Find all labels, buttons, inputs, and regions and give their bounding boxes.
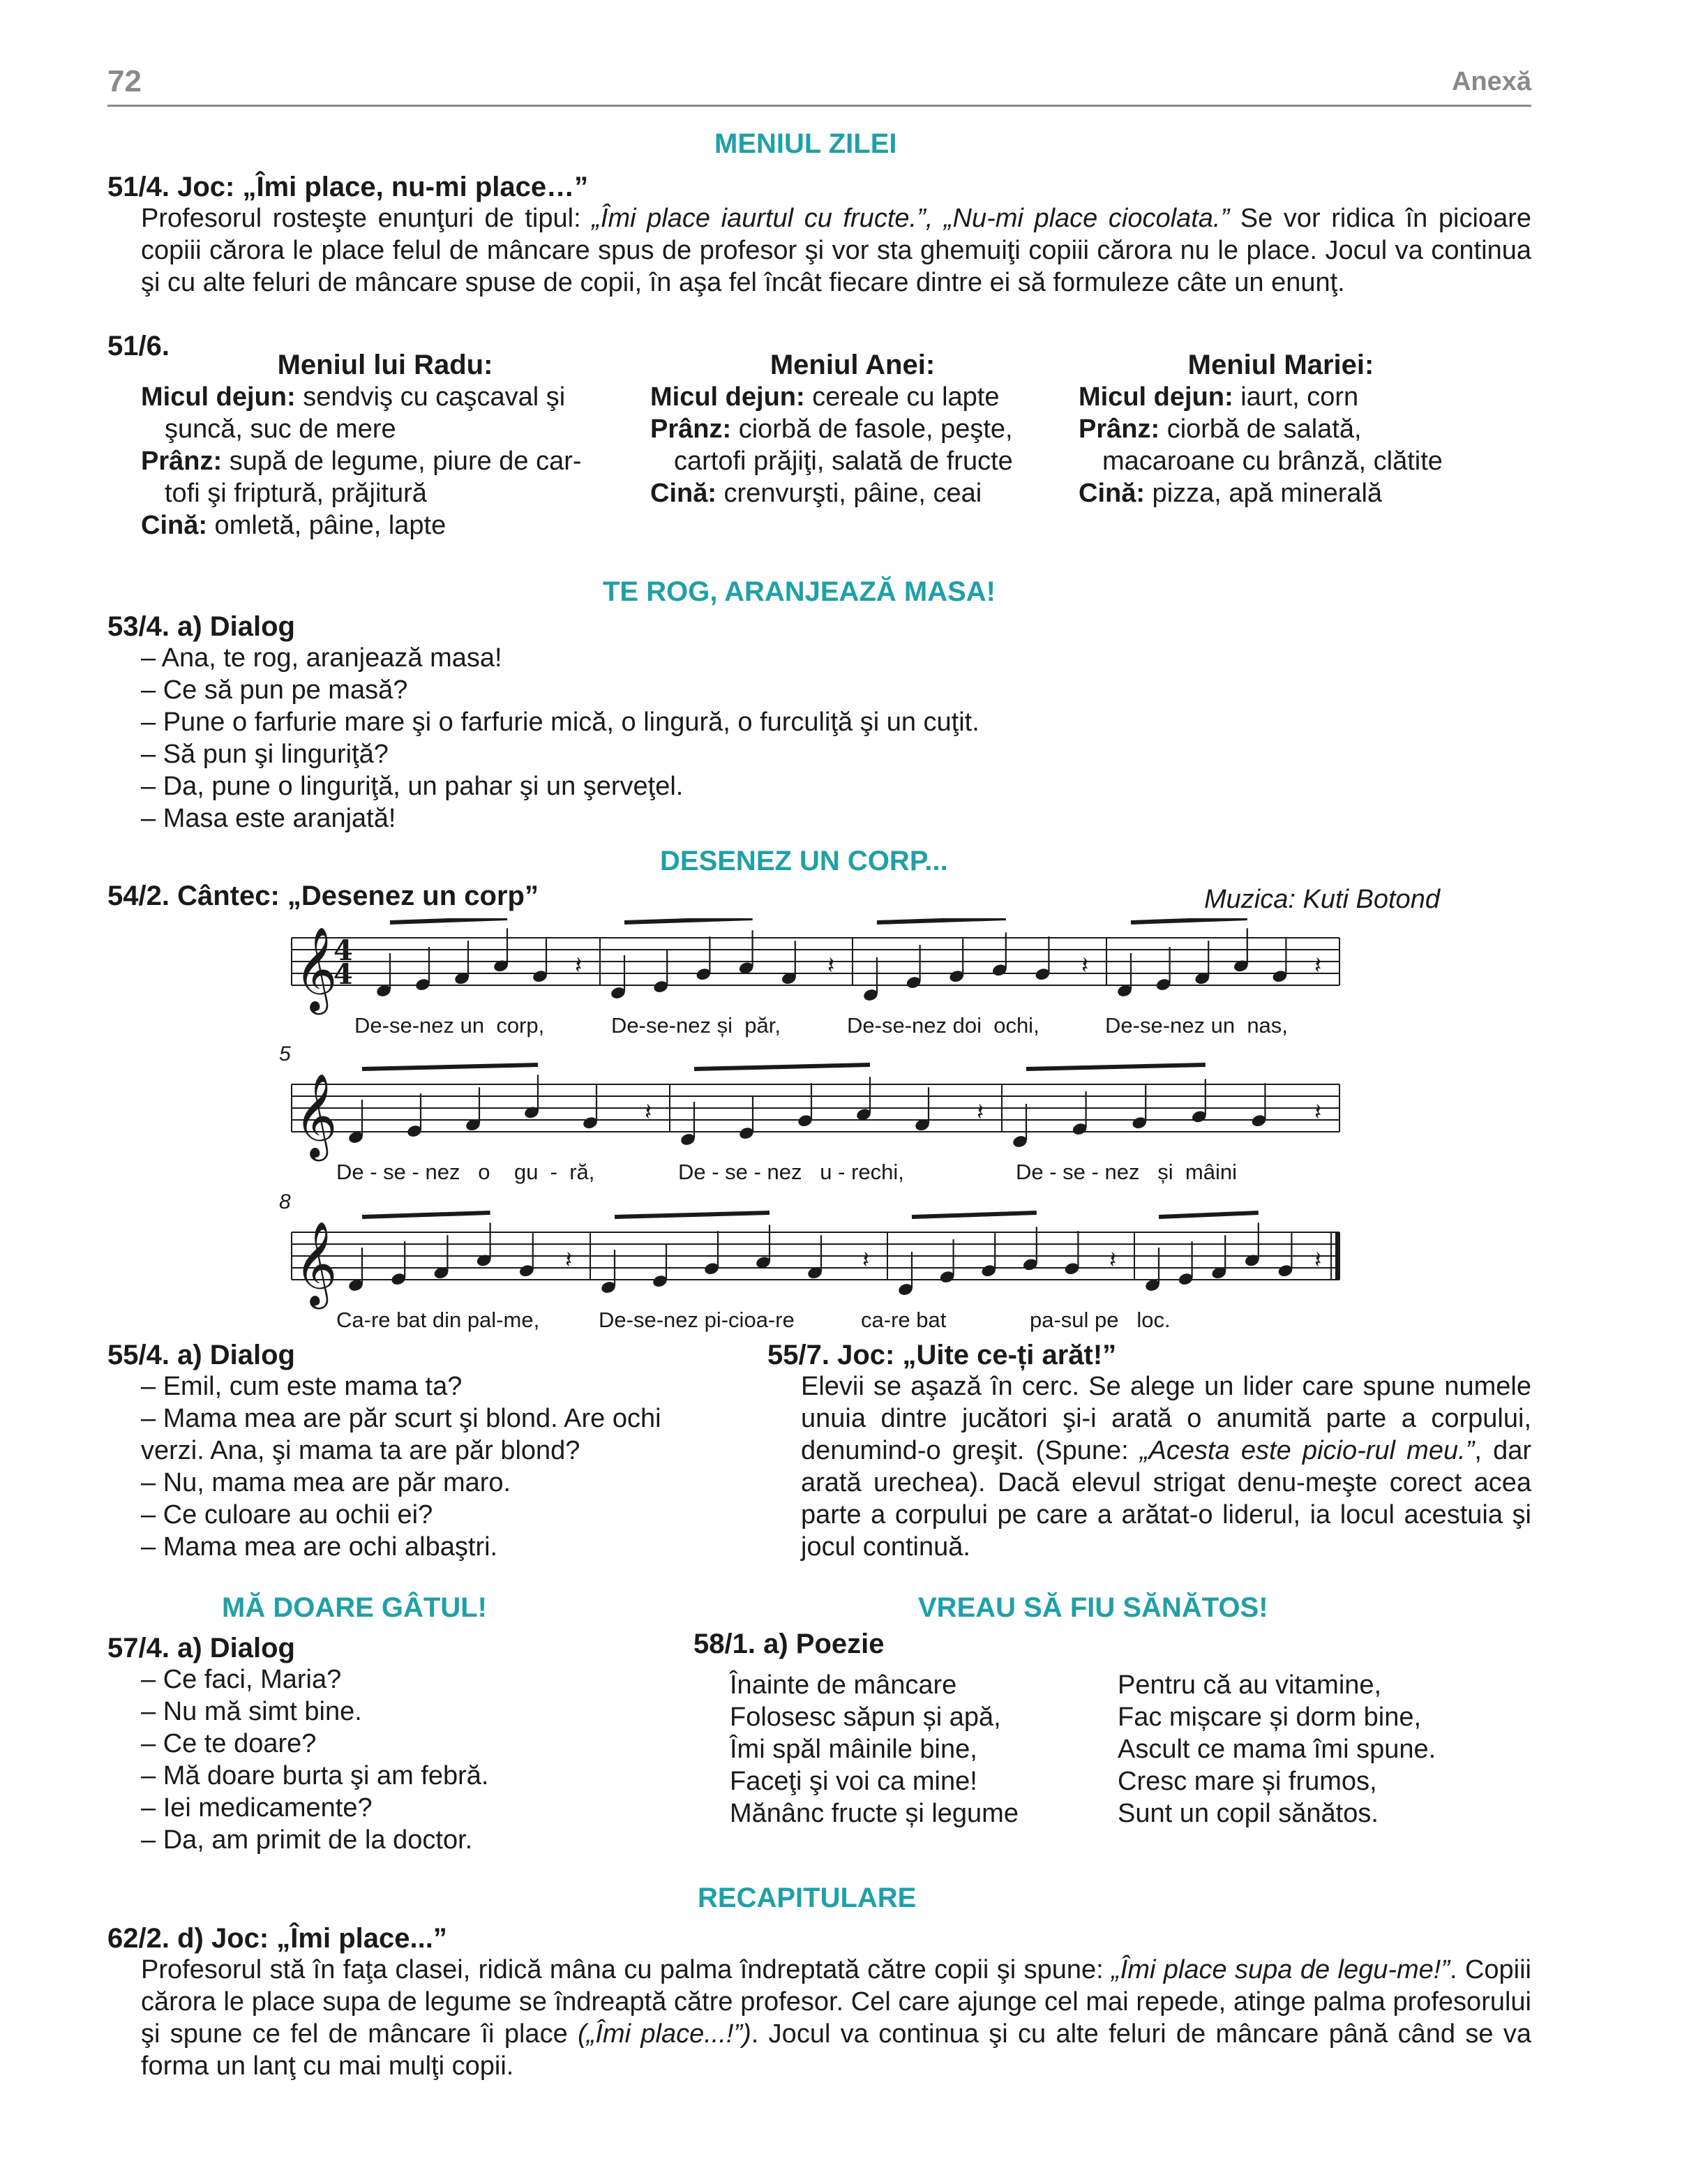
note-beam: [624, 918, 753, 922]
dialog-55-4: [141, 1370, 661, 1563]
lyric-text: Ca-re bat din pal-me,: [336, 1308, 540, 1332]
meal-text: şuncă, suc de mere: [165, 414, 396, 444]
music-score-svg: [279, 918, 1353, 1337]
menu-radu: [141, 349, 629, 541]
note-beam: [877, 918, 1006, 922]
note-beam: [912, 1213, 1037, 1217]
rest-icon: 𝄽: [1314, 1098, 1322, 1126]
dialog-53-4: [141, 642, 979, 835]
section-title-te-rog: TE ROG, ARANJEAZĂ MASA!: [603, 576, 996, 607]
menu-lines: [141, 381, 629, 541]
poem-line: Îmi spăl mâinile bine,: [730, 1735, 977, 1764]
poem-line: Pentru că au vitamine,: [1118, 1670, 1382, 1700]
treble-clef-icon: 𝄞: [294, 926, 338, 1011]
measure-number: 5: [279, 1042, 291, 1065]
meal-text: tofi şi friptură, prăjitură: [165, 479, 427, 508]
poem-column-2: [1118, 1669, 1436, 1830]
time-signature-top: 4: [333, 934, 353, 967]
menu-line: [141, 509, 629, 541]
treble-clef-icon: 𝄞: [294, 1072, 338, 1158]
poem-line: Ascult ce mama îmi spune.: [1118, 1735, 1436, 1764]
dialog-line: – Emil, cum este mama ta?: [141, 1372, 463, 1401]
rest-icon: 𝄽: [565, 1246, 573, 1274]
menu-ana: [650, 349, 1069, 509]
menu-lines: [1079, 381, 1525, 509]
rest-icon: 𝄽: [1314, 1246, 1322, 1274]
poem-column-1: [730, 1669, 1019, 1830]
menu-title: Meniul lui Radu:: [277, 350, 493, 380]
header-divider: [107, 105, 1531, 107]
meal-label: Micul dejun:: [1079, 382, 1233, 412]
poem-line: Folosesc săpun și apă,: [730, 1703, 1001, 1732]
exercise-heading-58-1: 58/1. a) Poezie: [693, 1629, 885, 1659]
meal-label: Prânz:: [650, 414, 732, 444]
note-beam: [615, 1213, 770, 1217]
dialog-line: – Ce să pun pe masă?: [141, 675, 408, 705]
menu-line: [1079, 381, 1525, 413]
note-beam: [362, 1065, 538, 1069]
meal-text: pizza, apă minerală: [1145, 479, 1383, 508]
meal-text: supă de legume, piure de car-: [222, 447, 582, 476]
meal-label: Prânz:: [141, 447, 223, 476]
poem-line: Cresc mare și frumos,: [1118, 1767, 1377, 1796]
exercise-heading-57-4: 57/4. a) Dialog: [107, 1633, 295, 1663]
lyric-text: De-se-nez un nas,: [1105, 1013, 1288, 1038]
dialog-line: – Pune o farfurie mare şi o farfurie mică, o lingură, o furculiţă şi un cuţit.: [141, 708, 979, 737]
menu-lines: [650, 381, 1069, 509]
exercise-heading-55-4: 55/4. a) Dialog: [107, 1340, 295, 1370]
dialog-line: – Mama mea are ochi albaştri.: [141, 1532, 498, 1562]
lyric-text: De-se-nez un corp,: [354, 1013, 545, 1038]
rest-icon: 𝄽: [645, 1098, 652, 1126]
dialog-line: verzi. Ana, şi mama ta are păr blond?: [141, 1436, 580, 1465]
section-title-ma-doare: MĂ DOARE GÂTUL!: [222, 1592, 487, 1623]
dialog-line: – Nu, mama mea are păr maro.: [141, 1468, 511, 1497]
dialog-57-4: [141, 1663, 488, 1856]
menu-line: [141, 445, 629, 477]
lyric-text: De-se-nez doi ochi,: [847, 1013, 1039, 1038]
lyric-text: pa-sul pe loc.: [1030, 1308, 1171, 1332]
rest-icon: 𝄽: [1314, 952, 1322, 980]
section-title-recapitulare: RECAPITULARE: [698, 1883, 917, 1913]
section-title-desenez: DESENEZ UN CORP...: [660, 846, 948, 876]
exercise-heading-55-7: 55/7. Joc: „Uite ce-ți arăt!”: [767, 1340, 1117, 1370]
menu-maria: [1079, 349, 1525, 509]
meal-text: cartofi prăjiţi, salată de fructe: [674, 447, 1013, 476]
poem-line: Sunt un copil sănătos.: [1118, 1799, 1379, 1828]
music-score: [279, 918, 1353, 1337]
meal-label: Micul dejun:: [141, 382, 296, 412]
exercise-text-55-7: Elevii se aşază în cerc. Se alege un lider care spune numele unuia dintre jucători şi-i arată o anumită parte a corpului, denumind-o greşit. (Spune: „Acesta este picio-rul meu.”, dar arată urechea). Dacă elevul strigat denu-meşte corect acea parte a corpului pe care a arătat-o liderul, ia locul acestuia şi jocul continuă.: [801, 1372, 1531, 1562]
meal-text: crenvurşti, pâine, ceai: [716, 479, 982, 508]
note-beam: [1026, 1065, 1206, 1069]
menu-line: [650, 413, 1069, 445]
dialog-line: – Mama mea are păr scurt şi blond. Are ochi: [141, 1404, 661, 1433]
note-beam: [1131, 918, 1247, 922]
poem-line: Înainte de mâncare: [730, 1670, 957, 1700]
section-title-meniul-zilei: MENIUL ZILEI: [714, 128, 897, 159]
lyric-text: De-se-nez pi-cioa-re: [599, 1308, 795, 1332]
meal-text: macaroane cu brânză, clătite: [1102, 447, 1443, 476]
dialog-line: – Iei medicamente?: [141, 1793, 373, 1823]
dialog-line: – Ana, te rog, aranjează masa!: [141, 643, 502, 673]
dialog-line: – Ce te doare?: [141, 1729, 317, 1758]
menu-line: [141, 477, 629, 509]
menu-line: [650, 445, 1069, 477]
meal-text: iaurt, corn: [1233, 382, 1359, 412]
dialog-line: – Da, pune o linguriţă, un pahar şi un şerveţel.: [141, 772, 684, 801]
time-signature-bottom: 4: [333, 958, 353, 991]
measure-number: 8: [279, 1190, 291, 1213]
note-beam: [362, 1213, 490, 1217]
menu-title: Meniul Anei:: [770, 350, 936, 380]
meal-text: cereale cu lapte: [804, 382, 1000, 412]
note-beam: [694, 1065, 870, 1069]
section-title-vreau: VREAU SĂ FIU SĂNĂTOS!: [918, 1592, 1268, 1623]
rest-icon: 𝄽: [1081, 952, 1089, 980]
music-credit: Muzica: Kuti Botond: [1204, 885, 1440, 914]
dialog-line: – Da, am primit de la doctor.: [141, 1825, 473, 1855]
meal-label: Prânz:: [1079, 414, 1160, 444]
poem-line: Mănânc fructe și legume: [730, 1799, 1019, 1828]
lyric-text: De - se - nez o gu - ră,: [336, 1160, 595, 1184]
menu-line: [650, 477, 1069, 509]
dialog-line: – Ce culoare au ochii ei?: [141, 1500, 433, 1529]
exercise-text-51-4: Profesorul rosteşte enunţuri de tipul: „Îmi place iaurtul cu fructe.”, „Nu-mi place ciocolata.” Se vor ridica în picioare copiii cărora le place felul de mâncare spus de profesor şi vor sta ghemuiţi copiii cărora nu le place. Jocul va continua şi cu alte feluri de mâncare spuse de copii, în aşa fel încât fiecare dintre ei să formuleze câte un enunţ.: [141, 204, 1531, 297]
poem-line: Faceţi şi voi ca mine!: [730, 1767, 977, 1796]
exercise-heading-62-2: 62/2. d) Joc: „Îmi place...”: [107, 1923, 447, 1954]
poem-line: Fac mișcare și dorm bine,: [1118, 1703, 1422, 1732]
menu-title: Meniul Mariei:: [1187, 350, 1374, 380]
menu-line: [141, 413, 629, 445]
dialog-line: – Nu mă simt bine.: [141, 1697, 362, 1726]
dialog-line: – Mă doare burta şi am febră.: [141, 1761, 489, 1790]
meal-label: Cină:: [650, 479, 716, 508]
meal-text: sendviş cu caşcaval şi: [295, 382, 566, 412]
dialog-line: – Să pun şi linguriţă?: [141, 740, 389, 769]
final-barline: [1335, 1232, 1340, 1280]
rest-icon: 𝄽: [1109, 1246, 1117, 1274]
menu-line: [1079, 413, 1525, 445]
lyric-text: De-se-nez și păr,: [611, 1013, 781, 1038]
exercise-heading-54-2: 54/2. Cântec: „Desenez un corp”: [107, 881, 539, 911]
meal-text: omletă, pâine, lapte: [207, 511, 446, 540]
menu-line: [141, 381, 629, 413]
lyric-text: De - se - nez și mâini: [1016, 1160, 1237, 1184]
rest-icon: 𝄽: [827, 952, 835, 980]
page-section-label: Anexă: [1451, 67, 1531, 96]
rest-icon: 𝄽: [575, 952, 583, 980]
lyric-text: ca-re bat: [861, 1308, 947, 1332]
meal-label: Cină:: [141, 511, 207, 540]
meal-text: ciorbă de fasole, peşte,: [731, 414, 1013, 444]
rest-icon: 𝄽: [862, 1246, 870, 1274]
note-beam: [1159, 1213, 1259, 1217]
dialog-line: – Ce faci, Maria?: [141, 1665, 342, 1694]
lyric-text: De - se - nez u - rechi,: [678, 1160, 904, 1184]
page-number: 72: [107, 64, 142, 98]
rest-icon: 𝄽: [977, 1098, 984, 1126]
meal-label: Micul dejun:: [650, 382, 805, 412]
meal-text: ciorbă de salată,: [1159, 414, 1362, 444]
exercise-heading-51-6: 51/6.: [107, 331, 170, 361]
exercise-heading-51-4: 51/4. Joc: „Îmi place, nu-mi place…”: [107, 172, 589, 202]
note-beam: [390, 918, 507, 922]
exercise-text-62-2: Profesorul stă în faţa clasei, ridică mâna cu palma îndreptată către copii şi spune: „Îmi place supa de legu-me!”. Copiii cărora le place supa de legume se îndreaptă către profesor. Cel care ajunge cel mai repede, atinge palma profesorului şi spune ce fel de mâncare îi place („Îmi place...!”). Jocul va continua şi cu alte feluri de mâncare până când se va forma un lanţ cu mai mulţi copii.: [141, 1955, 1531, 2081]
menu-line: [1079, 445, 1525, 477]
meal-label: Cină:: [1079, 479, 1145, 508]
exercise-heading-53-4: 53/4. a) Dialog: [107, 611, 295, 642]
dialog-line: – Masa este aranjată!: [141, 804, 396, 833]
menu-line: [650, 381, 1069, 413]
treble-clef-icon: 𝄞: [294, 1220, 338, 1306]
menu-line: [1079, 477, 1525, 509]
